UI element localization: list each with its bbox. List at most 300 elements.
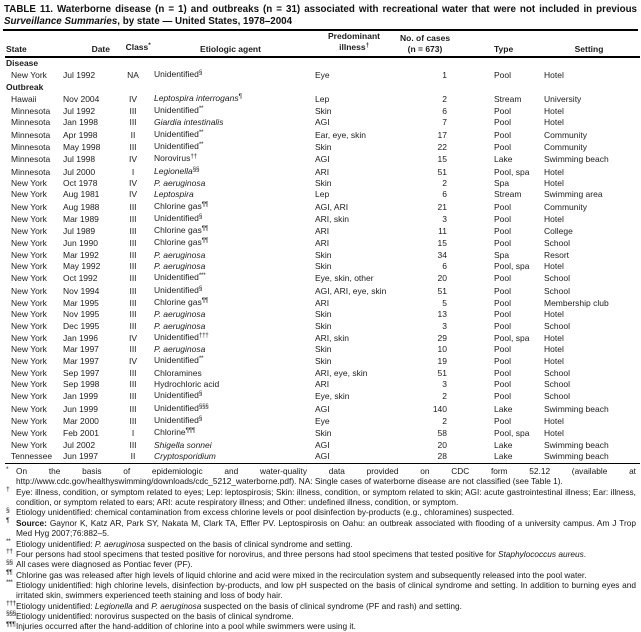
cell-date: Sep 1998 <box>63 379 100 390</box>
cell-state: New York <box>11 261 47 272</box>
etiologic-agent-name: Hydrochloric acid <box>154 379 220 390</box>
cell-date: Nov 1994 <box>63 285 100 296</box>
cell-class: III <box>129 285 137 296</box>
cell-date: May 1992 <box>63 261 101 272</box>
cell-predominant-illness: ARI, eye, skin <box>315 367 368 378</box>
etiologic-agent-name: Unidentified <box>154 105 199 116</box>
table-row <box>5 272 640 284</box>
etiologic-agent-name: Chlorine gas <box>154 237 202 248</box>
cell-class: III <box>129 297 137 308</box>
cell-predominant-illness: ARI, skin <box>315 332 350 343</box>
cell-setting: School <box>544 367 570 378</box>
cell-type: Spa <box>494 249 510 260</box>
cell-type: Stream <box>494 93 522 104</box>
cell-class: III <box>129 403 137 414</box>
cell-state: New York <box>11 379 47 390</box>
cell-type: Lake <box>494 154 513 165</box>
footnote <box>5 570 636 580</box>
etiologic-agent-name: Leptospira interrogans <box>154 92 239 103</box>
cell-type: Pool <box>494 201 512 212</box>
cell-predominant-illness: Eye <box>315 415 330 426</box>
cell-date: Mar 2000 <box>63 415 99 426</box>
etiologic-agent-name: P. aeruginosa <box>154 309 206 320</box>
cell-class: IV <box>128 93 138 104</box>
cell-date: Sep 1997 <box>63 367 100 378</box>
cell-setting: School <box>544 238 570 249</box>
etiologic-agent-name: Giardia intestinalis <box>154 117 224 128</box>
table-row <box>5 153 640 165</box>
cell-class: II <box>113 451 153 464</box>
text-segment: Chlorine gas was released after high levels of liquid chlorine and acid were mixed in the recirculation system and subsequently released into the pool water. <box>16 569 587 580</box>
col-label: State <box>6 43 27 54</box>
cell-setting: Hotel <box>544 344 564 355</box>
table-row <box>5 355 640 367</box>
cell-state: New York <box>11 356 47 367</box>
table-row <box>5 332 640 344</box>
footnote-ref: ** <box>198 141 204 149</box>
cell-class: II <box>130 129 136 140</box>
cell-predominant-illness: AGI <box>315 439 330 450</box>
text-segment: and <box>132 600 152 611</box>
cell-predominant-illness: AGI <box>315 117 330 128</box>
col-header-date <box>61 31 113 57</box>
cell-no-of-cases: 10 <box>437 344 447 355</box>
etiologic-agent-name: P. aeruginosa <box>154 177 206 188</box>
cell-etiologic-agent <box>153 117 308 128</box>
cell-class: III <box>129 415 137 426</box>
cell-predominant-illness: Skin <box>315 106 332 117</box>
footnote-marker: ¶¶¶ <box>6 620 16 628</box>
col-header-setting <box>538 31 640 57</box>
table-row <box>5 117 640 128</box>
section-row <box>5 82 640 93</box>
cell-type: Pool <box>494 142 512 153</box>
section-header: Disease <box>6 58 39 68</box>
footnote-marker: † <box>6 486 10 494</box>
text-segment: Etiology unidentified: <box>16 538 95 549</box>
cell-class: III <box>129 309 137 320</box>
table-row <box>5 309 640 320</box>
cell-date: Nov 2004 <box>63 93 100 104</box>
cell-type: Pool, spa <box>494 261 530 272</box>
cell-setting: Hotel <box>544 177 564 188</box>
cell-no-of-cases: 20 <box>437 439 447 450</box>
footnote-ref: † <box>365 41 369 49</box>
cell-date: Jan 1999 <box>63 391 98 402</box>
cell-state: New York <box>11 201 47 212</box>
cell-class: III <box>129 344 137 355</box>
cell-no-of-cases: 6 <box>442 106 447 117</box>
table-row <box>5 93 640 105</box>
table-row <box>5 237 640 249</box>
etiologic-agent-name: Legionella <box>154 165 193 176</box>
cell-etiologic-agent <box>153 201 308 213</box>
col-label: Etiologic agent <box>200 43 261 54</box>
cell-predominant-illness: AGI, ARI, eye, skin <box>315 285 387 296</box>
cell-setting: Hotel <box>544 117 564 128</box>
cell-etiologic-agent <box>153 321 308 332</box>
cell-type: Pool <box>494 117 512 128</box>
cell-etiologic-agent <box>153 297 308 309</box>
cell-predominant-illness: Lep <box>315 189 330 200</box>
cell-state: New York <box>11 249 47 260</box>
header-row <box>5 31 640 57</box>
cell-type: Lake <box>494 439 513 450</box>
footnote-ref: * <box>148 41 151 49</box>
cell-predominant-illness: Skin <box>315 356 332 367</box>
footnote-marker: ¶¶ <box>6 569 13 577</box>
cell-no-of-cases: 28 <box>400 451 450 464</box>
cell-state: New York <box>11 285 47 296</box>
cell-type: Pool, spa <box>494 428 530 439</box>
cell-date: Jun 1990 <box>63 238 98 249</box>
cell-class: III <box>129 106 137 117</box>
cell-type: Pool <box>494 106 512 117</box>
footnotes <box>5 466 636 632</box>
cell-setting: Swimming beach <box>544 439 609 450</box>
text-segment: All cases were diagnosed as Pontiac fever (PF). <box>16 559 193 570</box>
cell-date: Jan 1998 <box>63 117 98 128</box>
etiologic-agent-name: Chlorine gas <box>154 225 202 236</box>
cell-state: New York <box>11 415 47 426</box>
cell-state: Minnesota <box>11 117 51 128</box>
cell-state: New York <box>11 70 47 81</box>
etiologic-agent-name: Unidentified <box>154 69 199 80</box>
cell-predominant-illness: AGI <box>315 403 330 414</box>
text-segment: suspected on the basis of clinical syndrome and setting. <box>145 538 353 549</box>
cell-setting: Swimming beach <box>544 154 609 165</box>
cell-state: New York <box>11 320 47 331</box>
cell-setting: Hotel <box>544 106 564 117</box>
cell-etiologic-agent <box>153 141 308 153</box>
cell-no-of-cases: 3 <box>442 379 447 390</box>
cell-type: Pool <box>494 129 512 140</box>
cell-etiologic-agent <box>153 153 308 165</box>
footnote-marker: §§ <box>6 558 13 566</box>
footnote-marker: ¶ <box>6 517 10 525</box>
cell-type: Lake <box>494 403 513 414</box>
footnote-marker: *** <box>6 579 13 587</box>
cell-no-of-cases: 51 <box>437 285 447 296</box>
table-row <box>5 178 640 189</box>
text-segment: P. aeruginosa <box>151 600 202 611</box>
cell-setting: Community <box>544 201 587 212</box>
cell-date: Mar 1992 <box>63 249 99 260</box>
col-header-no-of-cases <box>400 31 450 57</box>
cell-predominant-illness: Skin <box>315 344 332 355</box>
table-row <box>5 201 640 213</box>
cell-etiologic-agent <box>153 332 308 344</box>
col-label: (n = 673) <box>407 43 443 54</box>
cell-type: Pool <box>494 226 512 237</box>
cell-predominant-illness: Skin <box>315 309 332 320</box>
etiologic-agent-name: P. aeruginosa <box>154 261 206 272</box>
cell-predominant-illness: ARI <box>315 238 330 249</box>
cell-etiologic-agent <box>153 105 308 117</box>
cell-predominant-illness: Skin <box>315 142 332 153</box>
cell-class: III <box>129 238 137 249</box>
table-row <box>5 379 640 390</box>
footnote-ref: § <box>198 414 203 422</box>
text-segment: Etiology unidentified: <box>16 600 95 611</box>
text-segment: Surveillance Summaries <box>4 16 118 27</box>
footnote-ref: *** <box>198 272 206 280</box>
cell-state: New York <box>11 273 47 284</box>
cell-no-of-cases: 21 <box>437 201 447 212</box>
cell-class: III <box>129 213 137 224</box>
cell-setting: Hotel <box>544 309 564 320</box>
cell-type: Pool <box>494 297 512 308</box>
table-row <box>5 390 640 402</box>
cell-predominant-illness: Skin <box>315 320 332 331</box>
footnote-ref: § <box>198 212 203 220</box>
cell-state: Tennessee <box>5 451 61 464</box>
cell-date: Dec 1995 <box>63 320 100 331</box>
cell-setting: Community <box>544 142 587 153</box>
cell-no-of-cases: 19 <box>437 356 447 367</box>
etiologic-agent-name: Unidentified <box>154 390 199 401</box>
footnote-ref: ††† <box>198 331 209 339</box>
text-segment: Etiology unidentified: chemical contamination from excess chlorine levels or pool disinfection by-products (e.g., chloramines) suspected. <box>16 507 515 518</box>
cell-date: Oct 1992 <box>63 273 98 284</box>
cell-predominant-illness: Ear, eye, skin <box>315 129 367 140</box>
cell-no-of-cases: 2 <box>442 391 447 402</box>
cell-predominant-illness: Eye, skin <box>315 391 350 402</box>
cell-etiologic-agent <box>153 178 308 189</box>
cell-etiologic-agent <box>153 261 308 272</box>
text-segment: TABLE 11. Waterborne disease (n = 1) and outbreaks (n = 31) associated with recreational water that were not included in previous <box>4 4 637 15</box>
col-header-state <box>5 31 61 57</box>
cell-no-of-cases: 58 <box>437 428 447 439</box>
cell-date: Aug 1988 <box>63 201 100 212</box>
cell-type: Pool <box>494 213 512 224</box>
cell-date: Jul 1992 <box>63 70 96 81</box>
cell-setting: Resort <box>544 249 570 260</box>
cell-predominant-illness: Skin <box>315 428 332 439</box>
cell-no-of-cases: 34 <box>437 249 447 260</box>
cell-date: Jun 1997 <box>61 451 113 464</box>
text-segment: Eye: illness, condition, or symptom related to eyes; Lep: leptospirosis; Skin: illness, condition, or symptom related to skin; AGI: acute gastrointestinal illness; Ear: illness, condition, or symptom related to ears; ARI: acute respiratory illness; and Other: undefined illness, condition, or symptom. <box>16 486 636 508</box>
text-segment: On the basis of epidemiologic and water-quality data provided on CDC form 52.12 (available at http://www.cdc.gov/healthyswimming/downloads/cdc_5212_waterborne.pdf). NA: Single cases of waterborne disease are not classified (see Table 1). <box>16 466 636 487</box>
footnote <box>5 507 636 517</box>
cell-class: III <box>129 391 137 402</box>
cell-state: New York <box>11 189 47 200</box>
etiologic-agent-name: P. aeruginosa <box>154 320 206 331</box>
cell-class: IV <box>128 332 138 343</box>
cell-etiologic-agent <box>153 272 308 284</box>
etiologic-agent-name: Unidentified <box>154 272 199 283</box>
cell-state: New York <box>11 367 47 378</box>
footnote-marker: § <box>6 506 10 514</box>
cell-predominant-illness: Lep <box>315 93 330 104</box>
footnote <box>5 487 636 508</box>
cell-setting: Hotel <box>544 261 564 272</box>
cell-type: Pool <box>494 367 512 378</box>
cell-class: III <box>129 142 137 153</box>
cell-class: I <box>131 166 135 177</box>
text-segment: suspected on the basis of clinical syndrome (PF and rash) and setting. <box>201 600 462 611</box>
col-label: Type <box>494 43 514 54</box>
cell-state: Minnesota <box>11 166 51 177</box>
cell-state: New York <box>11 403 47 414</box>
etiologic-agent-name: Unidentified <box>154 414 199 425</box>
cell-date: Mar 1997 <box>63 356 99 367</box>
cell-etiologic-agent <box>153 225 308 237</box>
cell-no-of-cases: 3 <box>442 213 447 224</box>
cell-no-of-cases: 51 <box>437 166 447 177</box>
cell-etiologic-agent <box>153 451 308 464</box>
cell-etiologic-agent <box>153 368 308 379</box>
cell-setting: College <box>544 226 573 237</box>
table-row <box>5 285 640 297</box>
etiologic-agent-name: Unidentified <box>154 141 199 152</box>
cell-predominant-illness: AGI <box>315 154 330 165</box>
cell-type: Lake <box>450 451 538 464</box>
text-segment: . <box>583 548 587 559</box>
cell-etiologic-agent <box>153 237 308 249</box>
cell-setting: Hotel <box>544 332 564 343</box>
footnote <box>5 549 636 559</box>
table-row <box>5 105 640 117</box>
cell-class: III <box>129 367 137 378</box>
col-label: No. of cases <box>400 33 451 43</box>
cell-class: IV <box>128 356 138 367</box>
table-row <box>5 451 640 464</box>
table-row <box>5 415 640 427</box>
col-label: Setting <box>574 43 604 54</box>
cell-etiologic-agent <box>153 309 308 320</box>
cell-type: Pool <box>494 356 512 367</box>
cell-date: Feb 2001 <box>63 428 99 439</box>
footnote-ref: § <box>198 69 203 77</box>
cell-class: III <box>129 117 137 128</box>
section-header: Outbreak <box>6 81 44 92</box>
footnote <box>5 559 636 569</box>
cell-predominant-illness: Eye <box>315 70 330 81</box>
etiologic-agent-name: Shigella sonnei <box>154 439 212 450</box>
cell-state: New York <box>11 238 47 249</box>
cell-no-of-cases: 140 <box>432 403 447 414</box>
footnote-ref: §§§ <box>198 402 209 410</box>
cell-etiologic-agent <box>153 250 308 261</box>
cell-state: Minnesota <box>11 106 51 117</box>
cell-etiologic-agent <box>153 93 308 105</box>
table-row <box>5 261 640 272</box>
footnote-marker: ** <box>6 538 11 545</box>
table-row <box>5 166 640 178</box>
cell-class: III <box>129 320 137 331</box>
cell-setting: Hotel <box>544 428 564 439</box>
cell-predominant-illness: AGI, ARI <box>315 201 349 212</box>
footnote <box>5 601 636 611</box>
etiologic-agent-name: Chlorine <box>154 427 186 438</box>
cell-type: Pool <box>494 238 512 249</box>
cell-etiologic-agent <box>153 440 308 451</box>
etiologic-agent-name: Chlorine gas <box>154 296 202 307</box>
footnote-ref: ¶¶ <box>201 237 208 245</box>
cell-date: Nov 1995 <box>63 309 100 320</box>
cell-setting: School <box>544 379 570 390</box>
cell-class: III <box>129 439 137 450</box>
cell-class: III <box>129 249 137 260</box>
footnote <box>5 580 636 601</box>
cell-type: Stream <box>494 189 522 200</box>
cell-state: Minnesota <box>11 129 51 140</box>
col-label: Predominant <box>328 31 380 41</box>
cell-date: Mar 1989 <box>63 213 99 224</box>
col-label: illness† <box>339 41 369 52</box>
text-segment: Etiology unidentified: norovirus suspected on the basis of clinical syndrome. <box>16 610 294 621</box>
footnote-marker: ††† <box>6 600 16 608</box>
cell-etiologic-agent <box>153 189 308 200</box>
cell-no-of-cases: 3 <box>442 320 447 331</box>
cell-state: New York <box>11 344 47 355</box>
cell-etiologic-agent <box>153 403 308 415</box>
cell-type: Pool <box>494 285 512 296</box>
cell-no-of-cases: 5 <box>442 297 447 308</box>
cell-state: New York <box>11 391 47 402</box>
cell-no-of-cases: 2 <box>442 177 447 188</box>
etiologic-agent-name: Unidentified <box>154 402 199 413</box>
cell-date: Apr 1998 <box>63 129 98 140</box>
cell-class: IV <box>128 189 138 200</box>
cell-setting: Hotel <box>544 415 564 426</box>
etiologic-agent-name: Norovirus <box>154 153 191 164</box>
table-row <box>5 213 640 225</box>
cell-predominant-illness: Eye, skin, other <box>315 273 374 284</box>
footnote-ref: ** <box>198 105 204 113</box>
cell-no-of-cases: 2 <box>442 93 447 104</box>
table-row <box>5 321 640 332</box>
footnote <box>5 539 636 549</box>
table-row <box>5 440 640 451</box>
cell-no-of-cases: 11 <box>438 226 447 237</box>
cell-setting: Community <box>544 129 587 140</box>
footnote-marker: †† <box>6 548 13 556</box>
cell-setting: Swimming beach <box>544 403 609 414</box>
footnote-marker: * <box>6 465 9 473</box>
section-row <box>5 57 640 69</box>
footnote <box>5 466 636 487</box>
cell-predominant-illness: Skin <box>315 177 332 188</box>
etiologic-agent-name: Chloramines <box>154 367 202 378</box>
cell-no-of-cases: 1 <box>442 70 447 81</box>
cell-no-of-cases: 13 <box>437 309 447 320</box>
text-segment: Four persons had stool specimens that tested positive for norovirus, and three persons had stool specimens that tested positive for <box>16 548 498 559</box>
table-row <box>5 69 640 81</box>
table-row <box>5 368 640 379</box>
cell-date: Jan 1996 <box>63 332 98 343</box>
etiologic-agent-name: Unidentified <box>154 331 199 342</box>
cell-predominant-illness: ARI <box>315 226 330 237</box>
cell-no-of-cases: 29 <box>437 332 447 343</box>
table-row <box>5 129 640 141</box>
cell-type: Pool, spa <box>494 332 530 343</box>
cell-predominant-illness: ARI, skin <box>315 213 350 224</box>
text-segment: Source: <box>16 517 47 528</box>
cell-etiologic-agent <box>153 390 308 402</box>
cell-etiologic-agent <box>153 344 308 355</box>
cell-no-of-cases: 7 <box>442 117 447 128</box>
cell-predominant-illness: ARI <box>315 379 330 390</box>
footnote-ref: §§ <box>192 165 200 173</box>
etiologic-agent-name: Leptospira <box>154 189 194 200</box>
cell-class: III <box>129 261 137 272</box>
footnote-ref: †† <box>190 153 197 161</box>
footnote <box>5 611 636 621</box>
etiologic-agent-name: Unidentified <box>154 355 199 366</box>
cell-predominant-illness: Skin <box>315 249 332 260</box>
